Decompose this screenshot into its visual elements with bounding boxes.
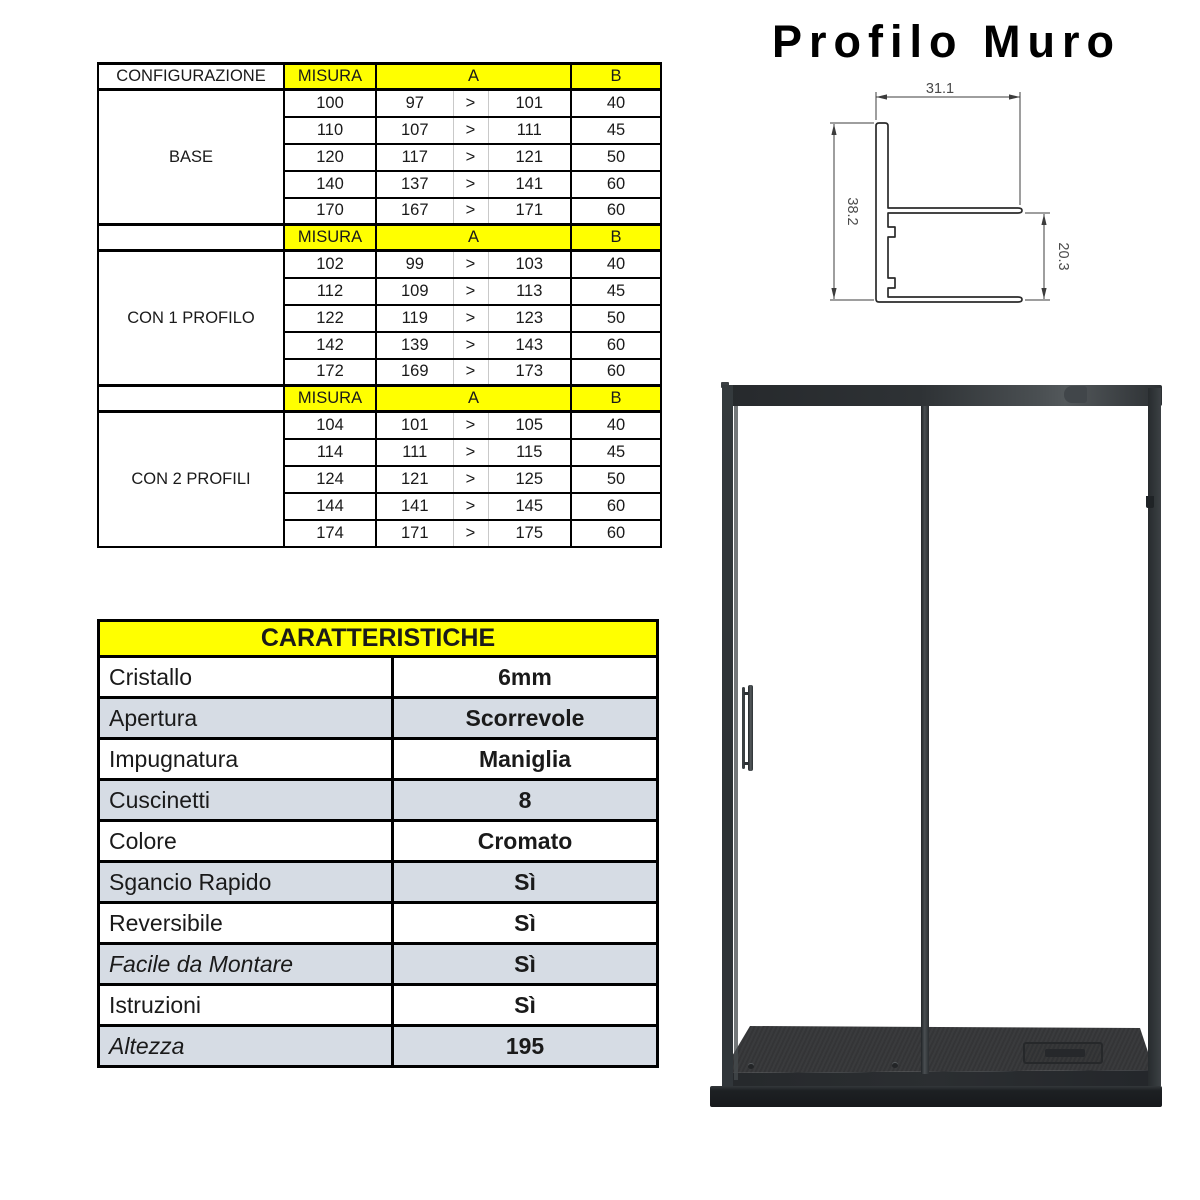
caratteristiche-grid: [97, 619, 659, 1068]
cell-b: 60: [571, 171, 661, 198]
spec-row: [99, 1026, 658, 1067]
cell-misura: 102: [284, 251, 376, 278]
cell-arrow: >: [453, 171, 488, 198]
shower-tray: [700, 370, 1172, 1130]
top-rail: [722, 385, 1162, 406]
cell-misura: 110: [284, 117, 376, 144]
cell-arrow: >: [453, 359, 488, 386]
cell-b: 45: [571, 278, 661, 305]
left-glass-edge: [734, 406, 738, 1080]
cell-a-max: 111: [488, 117, 571, 144]
b-header: B: [571, 225, 661, 251]
spec-label: Reversibile: [99, 903, 393, 944]
spec-row: [99, 698, 658, 739]
cell-a-max: 173: [488, 359, 571, 386]
cell-a-min: 171: [376, 520, 453, 547]
configurazione-header: CONFIGURAZIONE: [98, 64, 284, 90]
dimension-width: [876, 92, 1020, 205]
cell-a-max: 141: [488, 171, 571, 198]
dim-width-label: 31.1: [925, 81, 955, 97]
spec-value: Sì: [393, 903, 658, 944]
cell-misura: 172: [284, 359, 376, 386]
cell-arrow: >: [453, 493, 488, 520]
drain-slot: [1045, 1049, 1085, 1057]
cell-a-max: 175: [488, 520, 571, 547]
cell-b: 50: [571, 305, 661, 332]
empty-cell: [98, 225, 284, 251]
cell-arrow: >: [453, 117, 488, 144]
misura-header: MISURA: [284, 386, 376, 412]
arrowhead-left: [876, 94, 887, 99]
door-handle: [748, 685, 753, 771]
cell-b: 60: [571, 332, 661, 359]
cell-a-min: 121: [376, 466, 453, 493]
arrowhead-bottom: [831, 288, 836, 299]
spec-label: Altezza: [99, 1026, 393, 1067]
glass-panel-divider: [921, 406, 929, 1074]
caratteristiche-title: CARATTERISTICHE: [99, 621, 658, 657]
cell-misura: 120: [284, 144, 376, 171]
cell-b: 50: [571, 144, 661, 171]
spec-value: Sì: [393, 862, 658, 903]
cell-misura: 122: [284, 305, 376, 332]
caratteristiche-header: [99, 621, 658, 657]
empty-cell: [98, 386, 284, 412]
door-handle: [742, 687, 745, 769]
cell-a-min: 141: [376, 493, 453, 520]
cell-arrow: >: [453, 520, 488, 547]
right-profile-step: [1146, 496, 1154, 508]
cell-misura: 112: [284, 278, 376, 305]
cell-a-min: 107: [376, 117, 453, 144]
section-label-base: BASE: [98, 90, 284, 225]
cell-b: 40: [571, 412, 661, 439]
cell-b: 60: [571, 520, 661, 547]
cell-a-min: 139: [376, 332, 453, 359]
cell-misura: 104: [284, 412, 376, 439]
cell-b: 40: [571, 90, 661, 117]
cell-a-min: 109: [376, 278, 453, 305]
arrowhead-top: [1041, 214, 1046, 225]
spec-label: Apertura: [99, 698, 393, 739]
spec-row: [99, 739, 658, 780]
cell-a-max: 103: [488, 251, 571, 278]
cell-a-max: 145: [488, 493, 571, 520]
cell-misura: 140: [284, 171, 376, 198]
bottom-rail: [710, 1086, 1162, 1107]
spec-label: Colore: [99, 821, 393, 862]
size-table-grid: [97, 62, 662, 548]
cell-misura: 170: [284, 198, 376, 225]
section-label-con-1-profilo: CON 1 PROFILO: [98, 251, 284, 386]
cell-b: 40: [571, 251, 661, 278]
arrowhead-right: [1009, 94, 1020, 99]
tray-screw: [748, 1064, 754, 1069]
cell-a-max: 143: [488, 332, 571, 359]
spec-row: [99, 944, 658, 985]
table-row: [98, 251, 661, 278]
cell-b: 45: [571, 439, 661, 466]
cell-a-min: 137: [376, 171, 453, 198]
cell-b: 45: [571, 117, 661, 144]
cell-a-min: 169: [376, 359, 453, 386]
spec-row: [99, 985, 658, 1026]
cell-a-max: 105: [488, 412, 571, 439]
size-table-header: [98, 386, 661, 412]
cell-a-max: 113: [488, 278, 571, 305]
spec-value: Scorrevole: [393, 698, 658, 739]
arrowhead-bottom: [1041, 288, 1046, 299]
cell-a-min: 99: [376, 251, 453, 278]
profile-drawing: [790, 78, 1110, 323]
spec-label: Impugnatura: [99, 739, 393, 780]
dim-right-label: 20.3: [1055, 242, 1071, 271]
right-wall-profile: [1148, 388, 1161, 1086]
b-header: B: [571, 386, 661, 412]
cell-arrow: >: [453, 439, 488, 466]
cell-misura: 124: [284, 466, 376, 493]
spec-value: 6mm: [393, 657, 658, 698]
cell-misura: 142: [284, 332, 376, 359]
dim-height-label: 38.2: [844, 197, 860, 226]
cell-b: 50: [571, 466, 661, 493]
spec-value: Sì: [393, 944, 658, 985]
cell-a-min: 117: [376, 144, 453, 171]
a-header: A: [376, 64, 571, 90]
cell-arrow: >: [453, 332, 488, 359]
tray-front-edge: [700, 370, 1172, 1130]
cell-a-min: 167: [376, 198, 453, 225]
cell-misura: 114: [284, 439, 376, 466]
spec-row: [99, 862, 658, 903]
cell-arrow: >: [453, 144, 488, 171]
cell-a-max: 115: [488, 439, 571, 466]
wall-profile-outline: [876, 123, 1022, 302]
tray-screw: [892, 1063, 898, 1068]
spec-label: Facile da Montare: [99, 944, 393, 985]
spec-value: 8: [393, 780, 658, 821]
roller-cover: [1064, 386, 1087, 403]
cell-a-min: 111: [376, 439, 453, 466]
section-label-con-2-profili: CON 2 PROFILI: [98, 412, 284, 547]
caratteristiche-table: [97, 619, 659, 1068]
cell-arrow: >: [453, 412, 488, 439]
cell-b: 60: [571, 493, 661, 520]
cell-misura: 144: [284, 493, 376, 520]
cell-arrow: >: [453, 278, 488, 305]
spec-value: Maniglia: [393, 739, 658, 780]
a-header: A: [376, 225, 571, 251]
misura-header: MISURA: [284, 64, 376, 90]
cell-a-max: 123: [488, 305, 571, 332]
cell-b: 60: [571, 198, 661, 225]
cell-a-max: 101: [488, 90, 571, 117]
size-table-header: [98, 64, 661, 90]
spec-label: Cuscinetti: [99, 780, 393, 821]
cell-arrow: >: [453, 466, 488, 493]
size-table-header: [98, 225, 661, 251]
dimension-right: [1025, 213, 1050, 300]
spec-value: Cromato: [393, 821, 658, 862]
cell-arrow: >: [453, 198, 488, 225]
shower-tray-texture: [700, 370, 1172, 1130]
spec-label: Sgancio Rapido: [99, 862, 393, 903]
spec-row: [99, 780, 658, 821]
table-row: [98, 90, 661, 117]
spec-row: [99, 821, 658, 862]
cell-misura: 100: [284, 90, 376, 117]
cell-misura: 174: [284, 520, 376, 547]
b-header: B: [571, 64, 661, 90]
cell-arrow: >: [453, 305, 488, 332]
cell-a-max: 121: [488, 144, 571, 171]
cell-a-min: 101: [376, 412, 453, 439]
spec-row: [99, 903, 658, 944]
spec-row: [99, 657, 658, 698]
left-wall-profile: [722, 385, 733, 1086]
cell-arrow: >: [453, 90, 488, 117]
cell-arrow: >: [453, 251, 488, 278]
cell-a-max: 125: [488, 466, 571, 493]
cell-a-max: 171: [488, 198, 571, 225]
cell-a-min: 97: [376, 90, 453, 117]
misura-header: MISURA: [284, 225, 376, 251]
spec-value: 195: [393, 1026, 658, 1067]
cell-a-min: 119: [376, 305, 453, 332]
arrowhead-top: [831, 124, 836, 135]
spec-value: Sì: [393, 985, 658, 1026]
a-header: A: [376, 386, 571, 412]
cell-b: 60: [571, 359, 661, 386]
size-table: [97, 62, 662, 548]
spec-label: Cristallo: [99, 657, 393, 698]
shower-door-image: [700, 370, 1172, 1130]
spec-label: Istruzioni: [99, 985, 393, 1026]
profile-drawing-title: Profilo Muro: [772, 16, 1121, 67]
table-row: [98, 412, 661, 439]
